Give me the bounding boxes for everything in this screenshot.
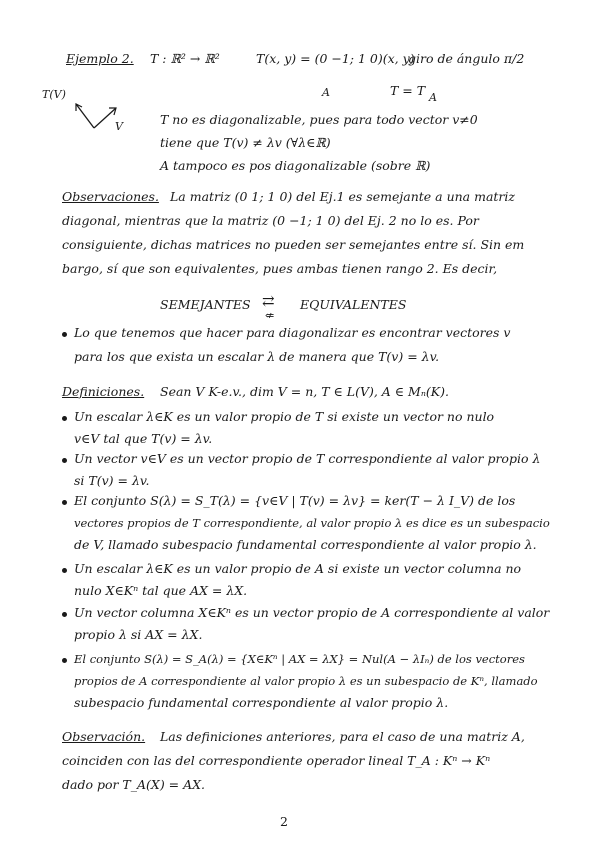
- observaciones-title: Observaciones.: [62, 189, 159, 204]
- t-sub: A: [429, 91, 437, 104]
- figure-tv-label: T(V): [42, 88, 66, 101]
- def-b3-line-1: El conjunto S(λ) = S_T(λ) = {v∈V | T(v) = λv} = ker(T − λ I_V) de los: [74, 493, 516, 508]
- mapping-text: T : ℝ² → ℝ²: [150, 51, 220, 66]
- def-b4-line-1: Un escalar λ∈K es un valor propio de A si existe un vector columna no: [74, 561, 522, 576]
- def-b1-line-2: v∈V tal que T(v) = λv.: [74, 431, 213, 446]
- bullet-dot: [62, 416, 67, 421]
- page-number: 2: [280, 814, 288, 829]
- bullet-dot: [62, 658, 67, 663]
- example-line-3: A tampoco es pos diagonalizable (sobre ℝ): [160, 158, 431, 173]
- example-line-1: T no es diagonalizable, pues para todo vector v≠0: [160, 112, 478, 127]
- equivalentes-label: EQUIVALENTES: [300, 297, 407, 312]
- obs-line-1: La matriz (0 1; 1 0) del Ej.1 es semejante a una matriz: [170, 189, 515, 204]
- obs-line-2: diagonal, mientras que la matriz (0 −1; 1 0) del Ej. 2 no lo es. Por: [62, 213, 479, 228]
- def-b3-line-3: de V, llamado subespacio fundamental correspondiente al valor propio λ.: [74, 537, 537, 552]
- def-b2-line-2: si T(v) = λv.: [74, 473, 150, 488]
- example-line-2: tiene que T(v) ≠ λv (∀λ∈ℝ): [160, 135, 331, 150]
- bullet-dot: [62, 612, 67, 617]
- formula-text: T(x, y) = (0 −1; 1 0)(x, y): [256, 51, 415, 66]
- example-heading: Ejemplo 2.: [66, 51, 134, 66]
- t-equals: T = T: [390, 83, 426, 98]
- def-b6-line-3: subespacio fundamental correspondiente al valor propio λ.: [74, 695, 449, 710]
- implication-arrow: ⇄: [262, 292, 275, 310]
- implication-arrow-sub: ⇍: [265, 309, 275, 322]
- obs2-line-1: Las definiciones anteriores, para el caso de una matriz A,: [160, 729, 525, 744]
- bullet0-line-2: para los que exista un escalar λ de manera que T(v) = λv.: [74, 349, 440, 364]
- rotation-text: giro de ángulo π/2: [408, 51, 525, 66]
- semejantes-label: SEMEJANTES: [160, 297, 251, 312]
- bullet-dot: [62, 332, 67, 337]
- def-b5-line-2: propio λ si AX = λX.: [74, 627, 203, 642]
- def-b1-line-1: Un escalar λ∈K es un valor propio de T si existe un vector no nulo: [74, 409, 495, 424]
- bullet-dot: [62, 500, 67, 505]
- matrix-label: A: [322, 86, 330, 99]
- def-b2-line-1: Un vector v∈V es un vector propio de T correspondiente al valor propio λ: [74, 451, 541, 466]
- def-b6-line-2: propios de A correspondiente al valor propio λ es un subespacio de Kⁿ, llamado: [74, 674, 538, 688]
- definiciones-intro: Sean V K-e.v., dim V = n, T ∈ L(V), A ∈ Mₙ(K).: [160, 384, 449, 399]
- def-b3-line-2: vectores propios de T correspondiente, al valor propio λ es dice es un subespacio: [74, 516, 550, 530]
- figure-v-label: V: [115, 120, 123, 133]
- bullet-dot: [62, 568, 67, 573]
- obs-line-4: bargo, sí que son equivalentes, pues ambas tienen rango 2. Es decir,: [62, 261, 498, 276]
- obs2-line-2: coinciden con las del correspondiente operador lineal T_A : Kⁿ → Kⁿ: [62, 753, 491, 768]
- bullet0-line-1: Lo que tenemos que hacer para diagonalizar es encontrar vectores v: [74, 325, 511, 340]
- obs2-line-3: dado por T_A(X) = AX.: [62, 777, 206, 792]
- definiciones-title: Definiciones.: [62, 384, 145, 399]
- def-b5-line-1: Un vector columna X∈Kⁿ es un vector propio de A correspondiente al valor: [74, 605, 550, 620]
- def-b4-line-2: nulo X∈Kⁿ tal que AX = λX.: [74, 583, 248, 598]
- def-b6-line-1: El conjunto S(λ) = S_A(λ) = {X∈Kⁿ | AX = λX} = Nul(A − λIₙ) de los vectores: [74, 652, 525, 666]
- bullet-dot: [62, 458, 67, 463]
- obs-line-3: consiguiente, dichas matrices no pueden ser semejantes entre sí. Sin em: [62, 237, 525, 252]
- observacion-title: Observación.: [62, 729, 146, 744]
